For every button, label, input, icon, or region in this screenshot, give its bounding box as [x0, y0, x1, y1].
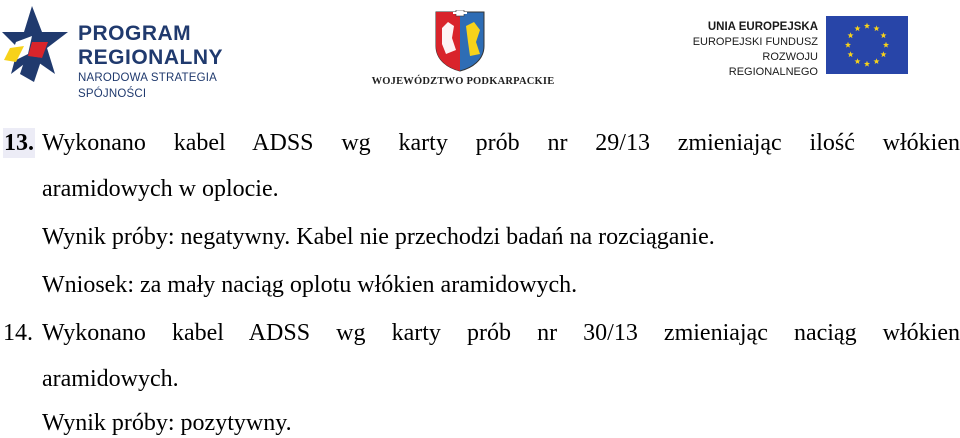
coat-of-arms-icon [434, 10, 486, 72]
eu-text [672, 20, 818, 80]
item-13-text-line2: aramidowych w oplocie. [42, 176, 279, 202]
eu-title: UNIA EUROPEJSKA [707, 21, 818, 33]
item-14-text-line2: aramidowych. [42, 366, 179, 392]
item-13-conclusion: Wniosek: za mały naciąg oplotu włókien aramidowych. [42, 272, 578, 298]
item-14-result: Wynik próby: pozytywny. [42, 410, 292, 436]
item-13-number: 13. [4, 130, 34, 156]
strategy-subtitle: NARODOWA STRATEGIA SPÓJNOŚCI [78, 72, 217, 100]
voivodeship-caption: WOJEWÓDZTWO PODKARPACKIE [371, 76, 555, 87]
item-13-result: Wynik próby: negatywny. Kabel nie przechodzi badań na rozciąganie. [42, 224, 715, 250]
program-title: PROGRAM [78, 22, 192, 45]
page-header [0, 0, 960, 100]
item-13-text-line1: Wykonano kabel ADSS wg karty prób nr 29/13 zmieniając ilość włókien [42, 130, 960, 156]
star-logo-icon [2, 2, 70, 88]
item-13-first-line [0, 128, 960, 158]
eu-fund-line: EUROPEJSKI FUNDUSZ [692, 36, 818, 48]
program-regionalny-logo [2, 2, 272, 100]
item-14-first-line [0, 318, 960, 348]
eu-regional-line: ROZWOJU REGIONALNEGO [728, 51, 818, 78]
voivodeship-logo [358, 8, 568, 92]
item-14-text-line1: Wykonano kabel ADSS wg karty prób nr 30/13 zmieniając naciąg włókien [42, 320, 960, 346]
program-regionalny-text [78, 22, 272, 102]
item-14-number: 14. [3, 320, 33, 346]
regionalny-title: REGIONALNY [78, 46, 224, 69]
eu-flag-icon [826, 16, 908, 74]
eu-logo [672, 14, 912, 78]
